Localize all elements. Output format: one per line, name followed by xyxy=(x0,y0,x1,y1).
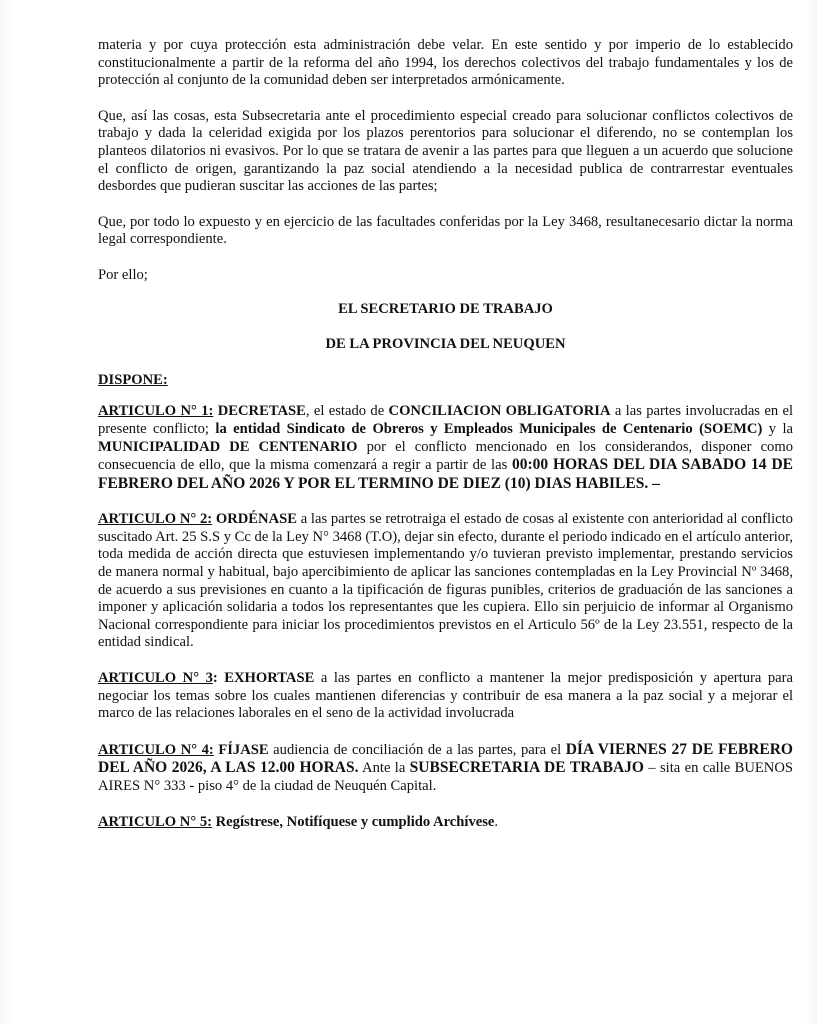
article-4-hearing-date: DÍA VIERNES 27 DE FEBRERO DEL AÑO 2026, A LAS 12.00 HORAS. xyxy=(98,740,793,777)
article-1 xyxy=(98,403,793,493)
article-1-text-c: y la xyxy=(762,420,793,437)
article-5 xyxy=(98,814,793,832)
article-5-text: Regístrese, Notifíquese y cumplido Archívese xyxy=(211,813,495,830)
article-1-sindicato: la entidad Sindicato de Obreros y Empleados Municipales de Centenario (SOEMC) xyxy=(215,420,763,437)
article-1-text-a: , el estado de xyxy=(305,403,389,420)
article-1-start-date: 00:00 HORAS DEL DIA SABADO 14 DE FEBRERO DEL AÑO 2026 Y POR EL TERMINO DE DIEZ (10) DIAS HABILES. – xyxy=(98,456,793,492)
article-3 xyxy=(98,670,793,723)
article-4 xyxy=(98,741,793,796)
paragraph-constitutional: materia y por cuya protección esta administración debe velar. En este sentido y por imperio de lo establecido constitucionalmente a partir de la reforma del año 1994, los derechos colectivos del trabajo fundamentales y los de protección al conjunto de la comunidad deben ser interpretados armónicamente. xyxy=(98,37,793,89)
paragraph-faculties: Que, por todo lo expuesto y en ejercicio de las facultades conferidas por la Ley 3468, resultanecesario dictar la norma legal correspondiente. xyxy=(98,213,793,248)
article-1-municipalidad: MUNICIPALIDAD DE CENTENARIO xyxy=(98,438,358,455)
article-3-label: ARTICULO N° 3 xyxy=(98,670,213,687)
article-4-verb: FÍJASE xyxy=(213,741,269,758)
article-2-text: a las partes se retrotraiga el estado de cosas al existente con anterioridad al conflicto suscitado Art. 25 S.S y Cc de la Ley N° 3468 (T.O), dejar sin efecto, durante el periodo indicado en el artículo anterior, toda medida de acción directa que estuviesen implementando y/o tuvieran previsto implementar, prestando servicios de manera normal y habitual, bajo apercibimiento de aplicar las sanciones contempladas en la Ley Provincial Nº 3468, de acuerdo a sus previsiones en cuanto a la tipificación de figuras punibles, criterios de graduación de las sanciones a imponer y aplicación solidaria a todos los representantes que les cupiera. Ello sin perjuicio de informar al Organismo Nacional correspondiente para iniciar los procedimientos previstos en el Articulo 56º de la Ley 23.551, respecto de la entidad sindical. xyxy=(98,511,793,651)
article-5-period: . xyxy=(494,813,499,830)
article-2 xyxy=(98,511,793,652)
article-1-conciliacion: CONCILIACION OBLIGATORIA xyxy=(388,403,611,420)
article-1-text-d: por el conflicto mencionado en los considerandos, disponer como consecuencia de ello, que la misma comenzará a regir a partir de las xyxy=(98,438,793,474)
dispone-title: DISPONE: xyxy=(98,371,168,388)
article-3-text: a las partes en conflicto a mantener la mejor predisposición y apertura para negociar los temas sobre los cuales mantienen diferencias y contribuir de esa manera a la paz social y a mejorar el marco de las relaciones laborales en el seno de la actividad involucrada xyxy=(98,670,793,722)
paragraph-por-ello: Por ello; xyxy=(98,266,148,283)
heading-provincia: DE LA PROVINCIA DEL NEUQUEN xyxy=(325,336,566,353)
article-2-label: ARTICULO N° 2: xyxy=(98,511,213,528)
article-2-verb: ORDÉNASE xyxy=(212,511,297,528)
article-5-label: ARTICULO N° 5: xyxy=(98,813,212,830)
paragraph-procedure: Que, así las cosas, esta Subsecretaria ante el procedimiento especial creado para solucionar conflictos colectivos de trabajo y dada la celeridad exigida por los plazos perentorios para solucionar el diferendo, no se contemplan los planteos dilatorios ni evasivos. Por lo que se tratara de avenir a las partes para que lleguen a un acuerdo que solucione el conflicto de origen, garantizando la paz social atendiendo a la necesidad publica de contrarrestar eventuales desbordes que pudieran suscitar las acciones de las partes; xyxy=(98,107,793,195)
article-1-verb: DECRETASE xyxy=(213,403,306,420)
heading-secretario: EL SECRETARIO DE TRABAJO xyxy=(338,300,553,317)
article-4-text-b: Ante la xyxy=(358,760,410,777)
article-1-label: ARTICULO N° 1: xyxy=(98,403,214,420)
article-1-text-b: a las partes involucradas en el presente conflicto; xyxy=(98,403,793,437)
document-body xyxy=(98,37,793,849)
article-4-subsecretaria: SUBSECRETARIA DE TRABAJO xyxy=(409,759,644,777)
article-3-verb: : EXHORTASE xyxy=(212,670,315,687)
article-4-text-a: audiencia de conciliación de a las partes, para el xyxy=(268,741,566,758)
article-4-label: ARTICULO N° 4: xyxy=(98,741,214,758)
article-4-address: – sita en calle BUENOS AIRES N° 333 - piso 4° de la ciudad de Neuquén Capital. xyxy=(98,760,794,794)
